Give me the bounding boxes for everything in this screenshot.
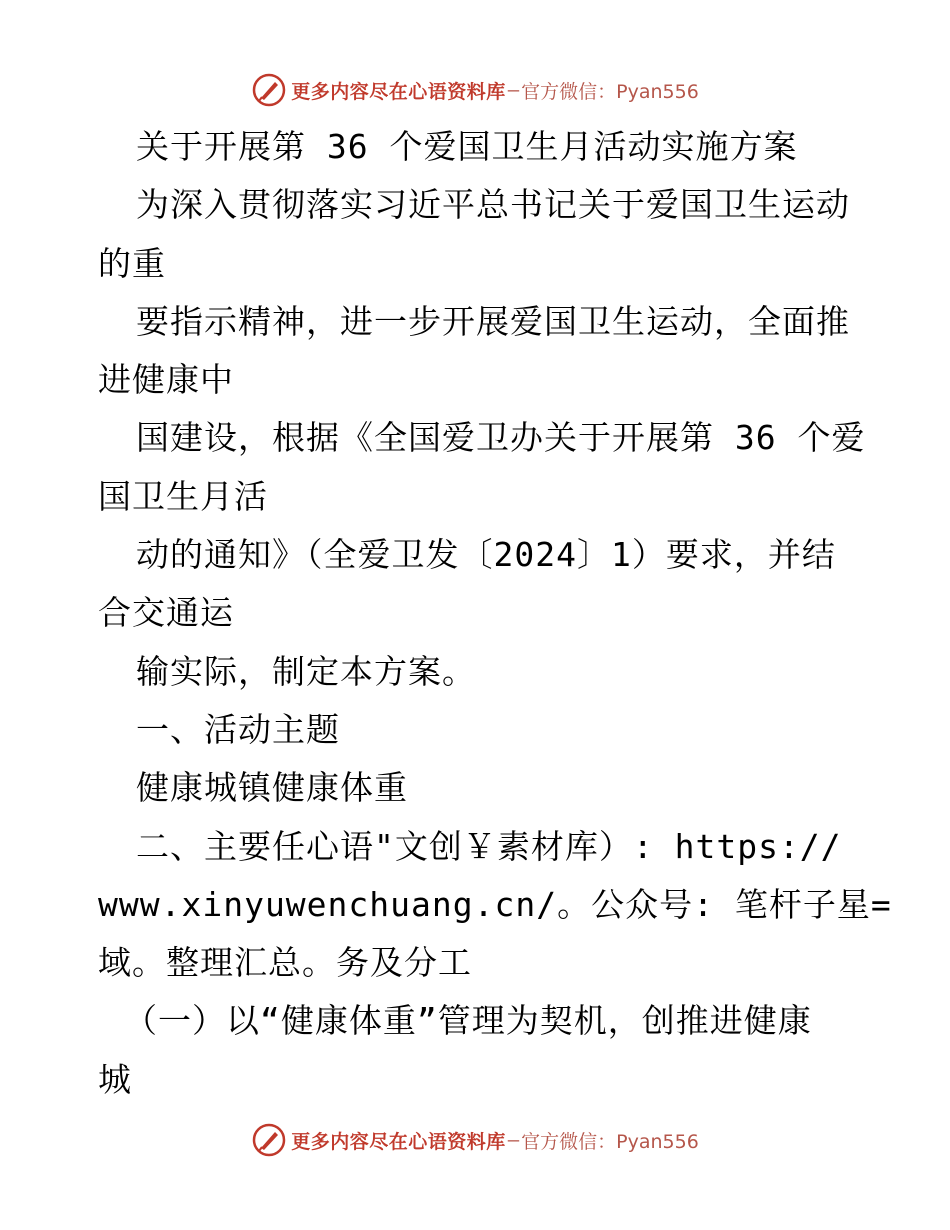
banner-title: 更多内容尽在心语资料库 xyxy=(291,1130,506,1153)
paragraph-line: 域。整理汇总。务及分工 xyxy=(98,943,472,983)
section-heading: 二、主要任心语"文创￥素材库）: https:// xyxy=(136,826,842,866)
document-title: 关于开展第 36 个爱国卫生月活动实施方案 xyxy=(136,127,798,166)
banner-separator: — xyxy=(507,1129,520,1151)
banner-contact: 官方微信：Pyan556 xyxy=(521,1130,699,1153)
banner-contact: 官方微信：Pyan556 xyxy=(521,80,699,103)
paragraph-line: 国建设，根据《全国爱卫办关于开展第 36 个爱 xyxy=(136,418,866,458)
subsection-heading: （一）以“健康体重”管理为契机，创推进健康 xyxy=(124,1001,812,1041)
paragraph-line: 国卫生月活 xyxy=(98,476,268,516)
paragraph-line: 进健康中 xyxy=(98,360,234,400)
document-body xyxy=(98,118,892,1109)
paragraph-line: 的重 xyxy=(98,243,166,283)
quill-pen-logo-icon xyxy=(251,72,287,108)
paragraph-line: www.xinyuwenchuang.cn/。公众号: 笔杆子星= xyxy=(98,884,892,924)
paragraph-line: 健康城镇健康体重 xyxy=(136,768,408,808)
paragraph-line: 为深入贯彻落实习近平总书记关于爱国卫生运动 xyxy=(136,185,850,225)
banner-title: 更多内容尽在心语资料库 xyxy=(291,80,506,103)
paragraph-line: 合交通运 xyxy=(98,593,234,633)
paragraph-line: 要指示精神，进一步开展爱国卫生运动，全面推 xyxy=(136,301,850,341)
banner-separator: — xyxy=(507,79,520,101)
quill-pen-logo-icon xyxy=(251,1122,287,1158)
paragraph-line: 输实际，制定本方案。 xyxy=(136,651,476,691)
footer-banner xyxy=(0,1120,950,1160)
paragraph-line: 动的通知》（全爱卫发〔2024〕1）要求，并结 xyxy=(136,535,836,575)
header-banner xyxy=(0,70,950,110)
section-heading: 一、活动主题 xyxy=(136,709,340,749)
paragraph-line: 城 xyxy=(98,1059,132,1099)
